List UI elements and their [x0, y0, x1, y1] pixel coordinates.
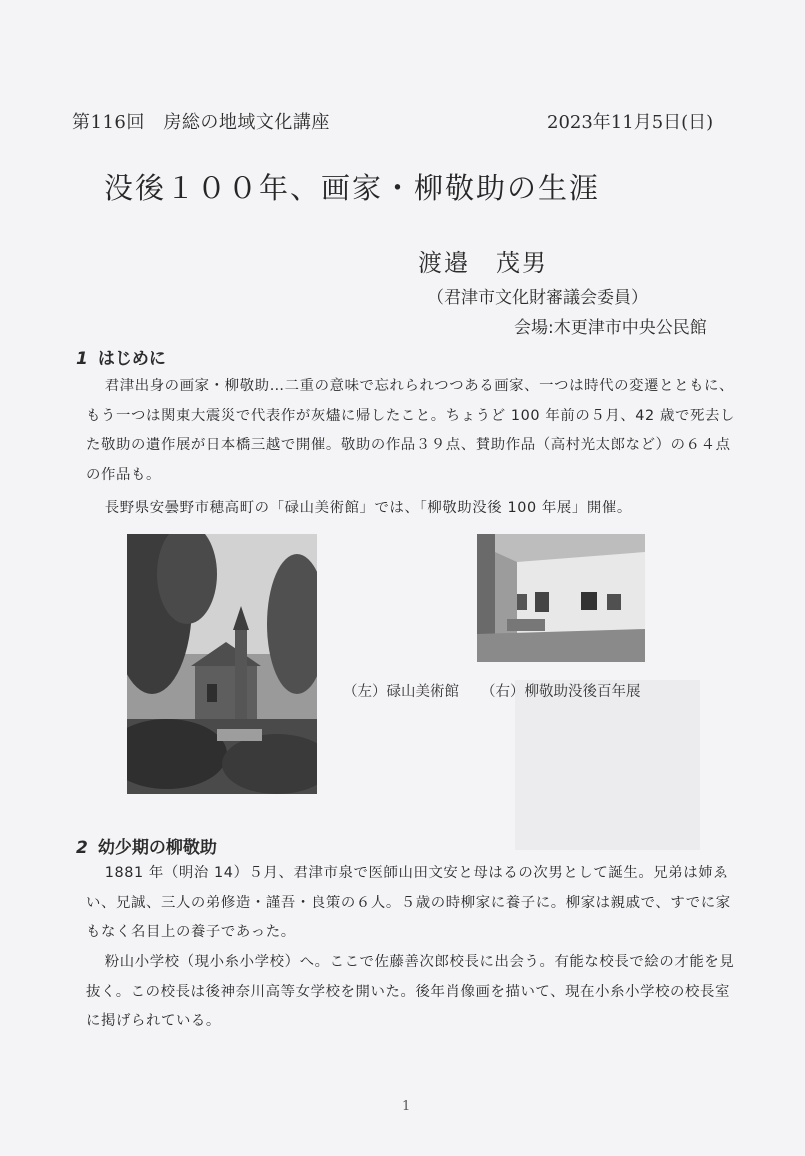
bleed-through-shade: [515, 680, 700, 850]
section-heading: [76, 344, 166, 369]
paragraph-text: 長野県安曇野市穂高町の「碌山美術館」では、「柳敬助没後 100 年展」開催。: [104, 500, 632, 516]
section-title: 幼少期の柳敬助: [97, 838, 217, 858]
author-name: 渡邉 茂男: [418, 249, 548, 277]
caption-left: （左）碌山美術館: [343, 684, 459, 700]
page-title: 没後１００年、画家・柳敬助の生涯: [104, 171, 601, 205]
museum-photo-graphic: [127, 534, 317, 794]
lecture-date: 2023年11月5日(日): [547, 112, 714, 133]
page-number: 1: [402, 1099, 411, 1114]
paragraph-text: 1881 年（明治 14）５月、君津市泉で医師山田文安と母はるの次男として誕生。兄弟は姉ゑい、兄誠、三人の弟修造・謹吾・良策の６人。５歳の時柳家に養子に。柳家は親戚で、すでに家もなく名目上の養子であった。: [86, 865, 731, 940]
section-number: 1: [76, 349, 88, 369]
exhibition-photo-graphic: [477, 534, 645, 662]
museum-photo: [127, 534, 317, 794]
exhibition-photo: [477, 534, 645, 662]
photo-caption: [343, 680, 641, 701]
section-heading: [76, 833, 217, 858]
paragraph-text: 粉山小学校（現小糸小学校）へ。ここで佐藤善次郎校長に出会う。有能な校長で絵の才能を見抜く。この校長は後神奈川高等女学校を開いた。後年肖像画を描いて、現在小糸小学校の校長室に掲げられている。: [86, 954, 735, 1029]
section-paragraph: [86, 859, 742, 948]
caption-right: （右）柳敬助没後百年展: [481, 684, 641, 700]
paragraph-text: 君津出身の画家・柳敬助…二重の意味で忘れられつつある画家、一つは時代の変遷とともに、もう一つは関東大震災で代表作が灰燼に帰したこと。ちょうど 100 年前の５月、42 歳で死去した敬助の遺作展が日本橋三越で開催。敬助の作品３９点、賛助作品（高村光太郎など）の６４点の作品も。: [86, 378, 735, 483]
author-affiliation: （君津市文化財審議会委員）: [427, 288, 648, 308]
section-paragraph: [86, 948, 742, 1037]
venue: 会場:木更津市中央公民館: [514, 318, 707, 338]
lecture-series-title: 第116回 房総の地域文化講座: [72, 112, 330, 133]
section-number: 2: [76, 838, 88, 858]
section-paragraph: [86, 372, 742, 490]
section-title: はじめに: [97, 349, 166, 369]
section-paragraph: [86, 494, 742, 524]
